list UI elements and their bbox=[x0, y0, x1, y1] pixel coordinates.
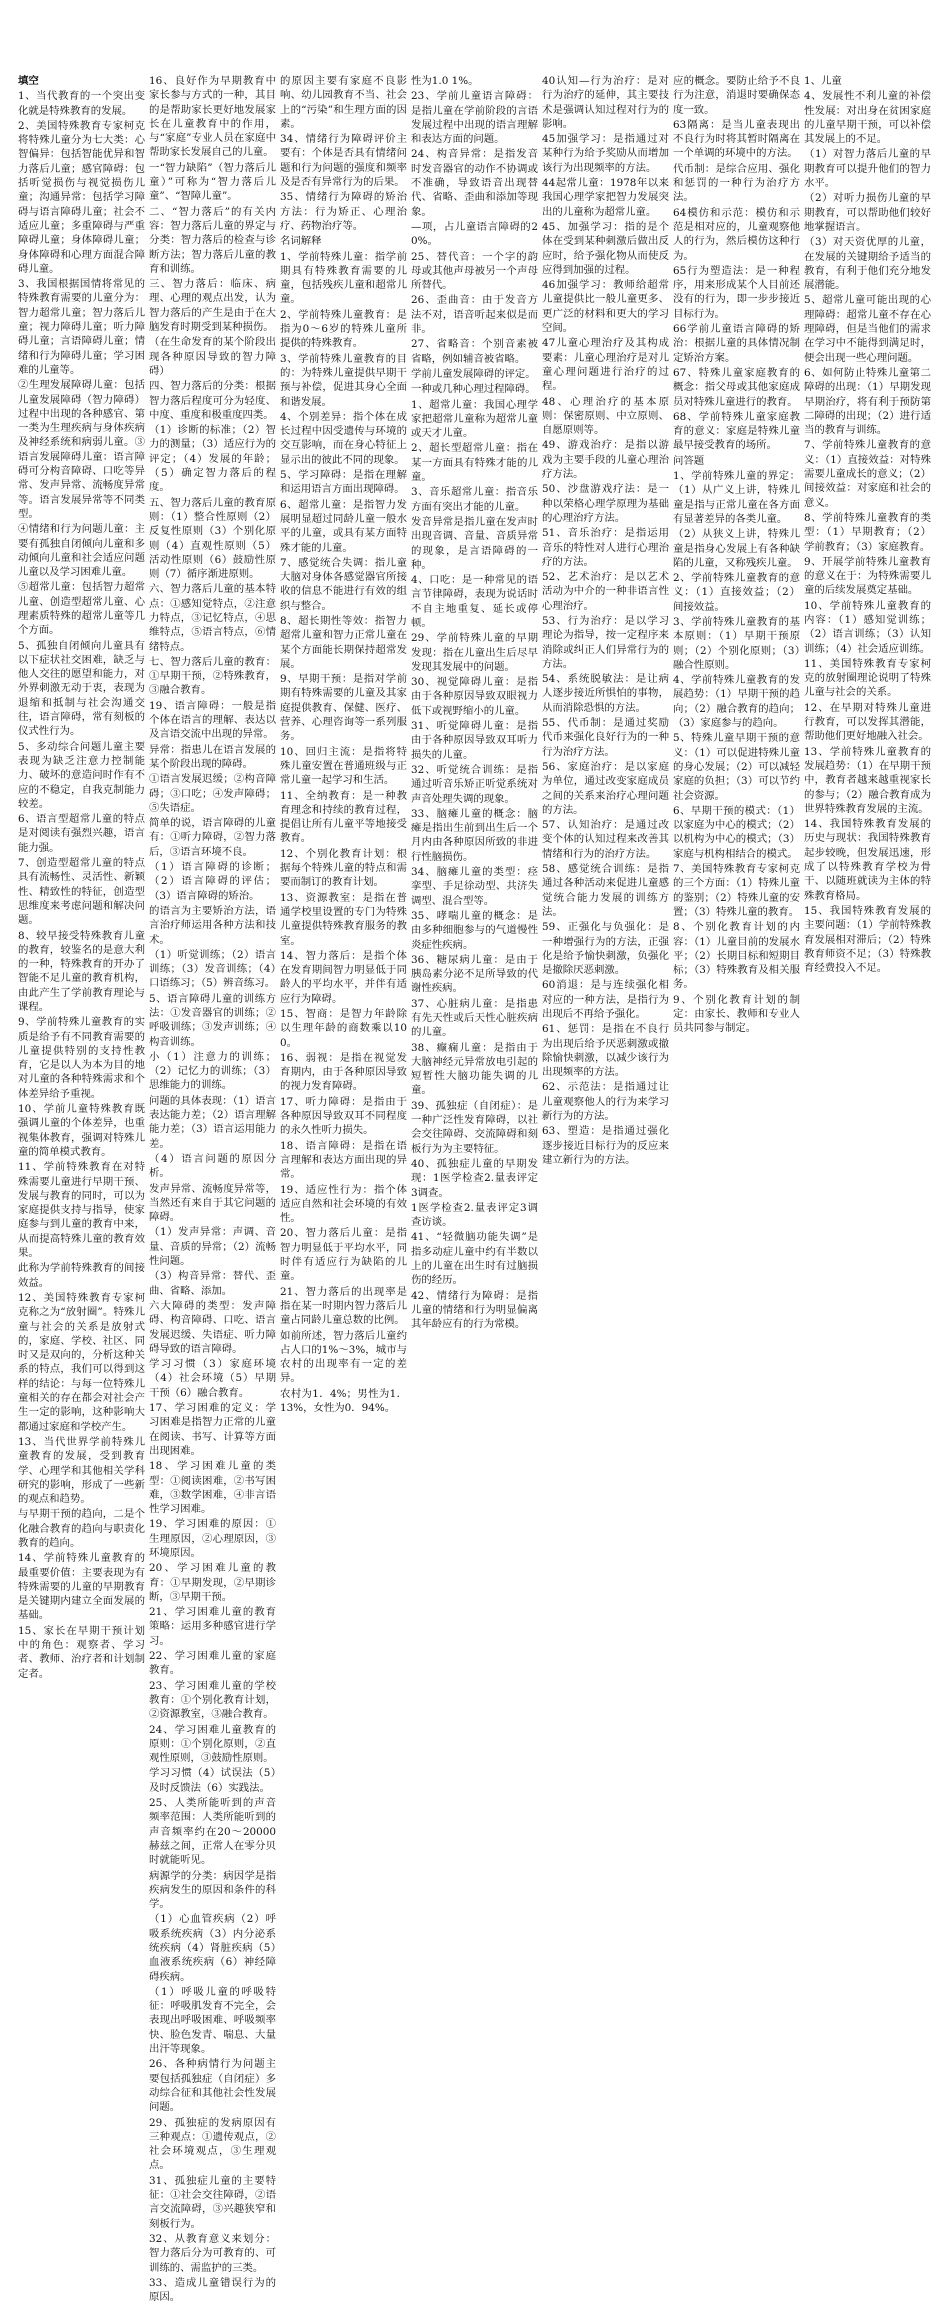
paragraph: 23、学前儿童语言障碍：是指儿童在学前阶段的言语发展过程中出现的语言理解和表达方面的问题。 bbox=[411, 90, 538, 146]
paragraph: 32、从教育意义来划分：智力落后分为可教育的、可训练的、需监护的三类。 bbox=[149, 2232, 276, 2274]
paragraph: 此称为学前特殊教育的间接效益。 bbox=[18, 1262, 145, 1289]
paragraph: 16、弱视：是指在视觉发育期内，由于各种原因导致的视力发育障碍。 bbox=[280, 1051, 407, 1093]
paragraph: 14、智力落后：是指个体在发育期间智力明显低于同龄人的平均水平，并伴有适应行为障碍。 bbox=[280, 949, 407, 1005]
paragraph: 67、特殊儿童家庭教育的概念：指父母或其他家庭成员对特殊儿童进行的教育。 bbox=[673, 366, 800, 408]
paragraph: （1）心血管疾病（2）呼吸系统疾病（3）内分泌系统疾病（4）肾脏疾病（5）血液系统疾病（6）神经障碍疾病。 bbox=[149, 1913, 276, 1983]
paragraph: 学前儿童发展障碍的评定。 bbox=[411, 367, 536, 380]
paragraph: 性为1.0 1%。 bbox=[411, 75, 479, 87]
paragraph: 9、学前特殊儿童教育的实质是给予有不同教育需要的儿童提供特别的支持性教育，它是以人为本为目的地对儿童的各种特殊需求和个体差异给予重视。 bbox=[18, 1016, 145, 1100]
paragraph: 38、癫痫儿童：是指由于大脑神经元异常放电引起的短暂性大脑功能失调的儿童。 bbox=[411, 1041, 538, 1097]
paragraph: 25、替代音：一个字的韵母或其他声母被另一个声母所替代。 bbox=[411, 250, 538, 292]
paragraph: 52、艺术治疗：是以艺术活动为中介的一种非语言性心理治疗。 bbox=[542, 571, 669, 612]
paragraph: 5、孤独自闭倾向儿童具有以下症状社交困难，缺乏与他人交往的愿望和能力，对外界刺激无动于衷，表现为退缩和抵制与社会沟通交往，语言障碍，常有刻板的仪式性行为。 bbox=[18, 639, 145, 738]
paragraph: （1）呼吸儿童的呼吸特征：呼吸肌发育不完全，会表现出呼吸困难、呼吸频率快、脸色发青、喘息、大量出汗等现象。 bbox=[149, 1985, 276, 2056]
paragraph: 25、人类所能听到的声音频率范围：人类所能听到的声音频率约在20～20000赫兹之间，正常人在零分贝时就能听见。 bbox=[149, 1797, 276, 1867]
paragraph: 7、学前特殊儿童教育的意义：（1）直接效益：对特殊需要儿童成长的意义；（2）间接效益：对家庭和社会的意义。 bbox=[804, 439, 931, 509]
paragraph: 异常：指患儿在语言发展的某个阶段出现的障碍。 bbox=[149, 743, 276, 770]
paragraph: 11、美国特殊教育专家柯克的放射圈理论说明了特殊儿童与社会的关系。 bbox=[804, 657, 931, 699]
paragraph: 4、口吃：是一种常见的语言节律障碍，表现为说话时不自主地重复、延长或停顿。 bbox=[411, 574, 538, 629]
paragraph: 4、发展性不利儿童的补偿性发展：对出身在贫困家庭的儿童早期干预，可以补偿其发展上的不足。 bbox=[804, 90, 931, 146]
paragraph: 31、听觉障碍儿童：是指由于各种原因导致双耳听力损失的儿童。 bbox=[411, 720, 538, 761]
paragraph: 18、学习困难儿童的类型：①阅读困难，②书写困难，③数学困难，④非言语性学习困难。 bbox=[149, 1460, 276, 1516]
paragraph: 3、学前特殊儿童教育的基本原则：（1）早期干预原则；（2）个别化原则；（3）融合性原则。 bbox=[673, 615, 800, 671]
text-column-1 bbox=[18, 74, 145, 1680]
paragraph: 15、家长在早期干预计划中的角色：观察者、学习者、教师、治疗者和计划制定者。 bbox=[18, 1624, 145, 1680]
paragraph: 17、学习困难的定义：学习困难是指智力正常的儿童在阅读、书写、计算等方面出现困难。 bbox=[149, 1402, 276, 1457]
paragraph: 27、省略音：个别音素被省略，例如辅音被省略。 bbox=[411, 338, 538, 365]
paragraph: 一种或几种心理过程障碍。 bbox=[411, 383, 536, 396]
paragraph: 54、系统脱敏法：是让病人逐步接近所惧怕的事物，从而消除恐惧的方法。 bbox=[542, 673, 669, 714]
paragraph: 33、造成儿童错误行为的原因。 bbox=[149, 2276, 276, 2304]
paragraph: 问答题 bbox=[673, 454, 705, 467]
paragraph: 如前所述，智力落后儿童约占人口的1%～3%，城市与农村的出现率有一定的差异。 bbox=[280, 1329, 407, 1385]
paragraph: 四、智力落后的分类：根据智力落后程度可分为轻度、中度、重度和极重度四类。 bbox=[149, 380, 276, 421]
paragraph: 二、“智力落后”的有关内容：智力落后儿童的界定与分类：智力落后的检查与诊断方法；智力落后儿童的教育和训练。 bbox=[149, 205, 276, 275]
paragraph: 53、行为治疗：是以学习理论为指导，按一定程序来消除或纠正人们异常行为的方法。 bbox=[542, 614, 669, 670]
paragraph: （在生命发育的某个阶段出现各种原因导致的智力障碍） bbox=[149, 336, 276, 377]
paragraph: 6、早期干预的模式：（1）以家庭为中心的模式；（2）以机构为中心的模式；（3）家庭与机构相结合的模式。 bbox=[673, 804, 800, 860]
paragraph: 学习习惯（4）试误法（5）及时反馈法（6）实践法。 bbox=[149, 1767, 276, 1794]
paragraph: 21、智力落后的出现率是指在某一时期内智力落后儿童占同龄儿童总数的比例。 bbox=[280, 1285, 407, 1327]
paragraph: 36、糖尿病儿童：是由于胰岛素分泌不足所导致的代谢性疾病。 bbox=[411, 953, 538, 995]
paragraph: 15、智商：是智力年龄除以生理年龄的商数乘以100。 bbox=[280, 1008, 407, 1049]
paragraph: 35、哮喘儿童的概念：是由多种细胞参与的气道慢性炎症性疾病。 bbox=[411, 909, 538, 951]
paragraph: 23、学习困难儿童的学校教育：①个别化教育计划，②资源教室，③融合教育。 bbox=[149, 1679, 276, 1721]
paragraph: 三、智力落后：临床、病理、心理的观点出发，认为智力落后的产生是由于在大脑发育时期受到某种损伤。 bbox=[149, 278, 276, 334]
paragraph: 19、学习困难的原因：①生理原因，②心理原因，③环境原因。 bbox=[149, 1518, 276, 1559]
paragraph: 17、听力障碍：是指由于各种原因导致双耳不同程度的永久性听力损失。 bbox=[280, 1095, 407, 1137]
paragraph: 4、个别差异：指个体在成长过程中因受遗传与环境的交互影响，而在身心特征上显示出的彼此不同的现象。 bbox=[280, 410, 407, 466]
paragraph: 58、感觉统合训练：是指通过各种活动来促进儿童感觉统合能力发展的训练方法。 bbox=[542, 863, 669, 918]
section-heading: 填空 bbox=[18, 75, 39, 87]
paragraph: 59、正强化与负强化：是一种增强行为的方法，正强化是给予愉快刺激，负强化是撤除厌恶刺激。 bbox=[542, 921, 669, 977]
paragraph: 9、个别化教育计划的制定：由家长、教师和专业人员共同参与制定。 bbox=[673, 993, 800, 1035]
paragraph: 6、如何防止特殊儿童第二障碍的出现：（1）早期发现早期治疗，将有利于预防第二障碍的出现；（2）进行适当的教育与训练。 bbox=[804, 366, 931, 437]
paragraph: ①语言发展迟缓；②构音障碍；③口吃；④发声障碍；⑤失语症。 bbox=[149, 773, 276, 814]
paragraph: ⑤超常儿童：包括智力超常儿童、创造型超常儿童、心理素质特殊的超常儿童等几个方面。 bbox=[18, 581, 145, 637]
paragraph: 2、美国特殊教育专家柯克将特殊儿童分为七大类：心智偏异：包括智能优异和智力落后儿童；感官障碍：包括听觉损伤与视觉损伤儿童；沟通异常：包括学习障碍与语言障碍儿童；社会不适应儿童；多重障碍与严重障碍儿童；身体障碍儿童；身体障碍和心理方面混合障碍儿童。 bbox=[18, 119, 145, 275]
paragraph: 60消退：是与连续强化相对应的一种方法，是指行为出现后不再给予强化。 bbox=[542, 979, 669, 1020]
paragraph: 1、学前特殊儿童：指学前期具有特殊教育需要的儿童，包括残疾儿童和超常儿童。 bbox=[280, 250, 407, 306]
paragraph: 41、“轻微脑功能失调”是指多动症儿童中约有半数以上的儿童在出生时有过脑损伤的经历。 bbox=[411, 1231, 538, 1287]
paragraph: 5、超常儿童可能出现的心理障碍：超常儿童不存在心理障碍，但是当他们的需求在学习中不能得到满足时，便会出现一些心理问题。 bbox=[804, 294, 931, 364]
paragraph: 8、学前特殊儿童教育的类型：（1）早期教育；（2）学前教育；（3）家庭教育。 bbox=[804, 511, 931, 553]
paragraph: 6、语言型超常儿童的特点是对阅读有强烈兴趣，语言能力强。 bbox=[18, 813, 145, 854]
paragraph: 21、学习困难儿童的教育策略：运用多种感官进行学习。 bbox=[149, 1606, 276, 1647]
paragraph: 发音异常是指儿童在发声时出现音调、音量、音质异常的现象，是言语障碍的一种。 bbox=[411, 515, 538, 571]
paragraph: （1）发声异常：声调、音量、音质的异常；（2）流畅性问题。 bbox=[149, 1226, 276, 1268]
paragraph: 13、学前特殊儿童教育的发展趋势：（1）在早期干预中，教育者越来越重视家长的参与；（2）融合教育成为世界特殊教育发展的主流。 bbox=[804, 745, 931, 815]
paragraph: 1医学检查2.量表评定3调查访谈。 bbox=[411, 1201, 538, 1229]
paragraph: 63、塑造：是指通过强化逐步接近目标行为的反应来建立新行为的方法。 bbox=[542, 1125, 669, 1166]
paragraph: 34、脑瘫儿童的类型：痉挛型、手足徐动型、共济失调型、混合型等。 bbox=[411, 866, 538, 907]
paragraph: （1）对智力落后儿童的早期教育可以提升他们的智力水平。 bbox=[804, 148, 931, 190]
paragraph: 1、当代教育的一个突出变化就是特殊教育的发展。 bbox=[18, 90, 145, 117]
paragraph: 11、全纳教育：是一种教育理念和持续的教育过程，提倡让所有儿童平等地接受教育。 bbox=[280, 789, 407, 845]
paragraph: 的原因主要有家庭不良影响、幼儿园教育不当、社会上的“污染”和生理方面的因素。 bbox=[280, 75, 407, 130]
paragraph: 64模仿和示范：模仿和示范是相对应的，儿童观察他人的行为，然后模仿这种行为。 bbox=[673, 206, 800, 262]
text-column-6 bbox=[673, 74, 800, 1302]
paragraph: 66学前儿童语言障碍的矫治：根据儿童的具体情况制定矫治方案。 bbox=[673, 323, 800, 364]
paragraph: 3、我国根据国情将常见的特殊教育需要的儿童分为：智力超常儿童；智力落后儿童；视力障碍儿童；听力障碍儿童；言语障碍儿童；情绪和行为障碍儿童；学习困难的儿童等。 bbox=[18, 278, 145, 376]
paragraph: ④情绪和行为问题儿童：主要有孤独自闭倾向儿童和多动倾向儿童和社会适应问题儿童以及学习困难儿童。 bbox=[18, 523, 145, 579]
paragraph: 5、多动综合问题儿童主要表现为缺乏注意力控制能力、破坏的意造问时作有不应的不稳定，自我克制能力较差。 bbox=[18, 740, 145, 810]
paragraph: 8、个别化教育计划的内容：（1）儿童目前的发展水平；（2）长期目标和短期目标；（3）特殊教育及相关服务。 bbox=[673, 921, 800, 991]
paragraph: 50、沙盘游戏疗法：是一种以荣格心理学原理为基础的心理治疗方法。 bbox=[542, 483, 669, 524]
paragraph: 1、儿童 bbox=[804, 75, 842, 87]
paragraph: —项，占儿童语言障碍的20%。 bbox=[411, 220, 538, 248]
paragraph: （2）对听力损伤儿童的早期教育，可以帮助他们较好地掌握语言。 bbox=[804, 192, 931, 233]
paragraph: 一“智力缺陷”（智力落后儿童）”可称为“智力落后儿童”、“智障儿童”。 bbox=[149, 161, 276, 203]
paragraph: 24、学习困难儿童教育的原则：①个别化原则，②直观性原则，③鼓励性原则。 bbox=[149, 1723, 276, 1765]
paragraph: 5、语言障碍儿童的训练方法：①发音器官的训练；②呼吸训练；③发声训练；④构音训练。 bbox=[149, 992, 276, 1048]
paragraph: 22、学习困难儿童的家庭教育。 bbox=[149, 1650, 276, 1677]
paragraph: 62、示范法：是指通过让儿童观察他人的行为来学习新行为的方法。 bbox=[542, 1081, 669, 1123]
paragraph: 42、情绪行为障碍：是指儿童的情绪和行为明显偏离其年龄应有的行为常模。 bbox=[411, 1289, 538, 1331]
paragraph: 61、惩罚：是指在不良行为出现后给予厌恶刺激或撤除愉快刺激，以减少该行为出现频率的方法。 bbox=[542, 1023, 669, 1079]
paragraph: 40认知—行为治疗：是对行为治疗的延伸，其主要技术是强调认知过程对行为的影响。 bbox=[542, 75, 669, 130]
paragraph: 32、听觉统合训练：是指通过听音乐矫正听觉系统对声音处理失调的现象。 bbox=[411, 763, 538, 805]
paragraph: 55、代币制：是通过奖励代币来强化良好行为的一种行为治疗方法。 bbox=[542, 717, 669, 758]
paragraph: 12、在早期对特殊儿童进行教育，可以发挥其潜能，帮助他们更好地融入社会。 bbox=[804, 701, 931, 743]
paragraph: 小（1）注意力的训练；（2）记忆力的训练；（3）思维能力的训练。 bbox=[149, 1050, 276, 1092]
paragraph: 7、创造型超常儿童的特点具有流畅性、灵活性、新颖性、精致性的特征，创造型思维度来考虑问题和解决问题。 bbox=[18, 857, 145, 927]
paragraph: 24、构音异常：是指发音时发音器官的动作不协调或不准确，导致语音出现替代、省略、歪曲和添加等现象。 bbox=[411, 148, 538, 218]
paragraph: 名词解释 bbox=[280, 235, 322, 248]
paragraph: 16、良好作为早期教育中家长参与方式的一种，其目的是帮助家长更好地发展家长在儿童教育中的作用，与“家庭”专业人员在家庭中帮助家长发展自己的儿童。 bbox=[149, 75, 276, 159]
paragraph: 3、音乐超常儿童：指音乐方面有突出才能的儿童。 bbox=[411, 486, 538, 513]
paragraph: 20、学习困难儿童的教育：①早期发现，②早期诊断，③早期干预。 bbox=[149, 1562, 276, 1603]
paragraph: 五、智力落后儿童的教育原则：（1）整合性原则（2）反复性原则（3）个别化原则（4）直观性原则（5）活动性原则（6）鼓励性原则（7）循序渐进原则。 bbox=[149, 496, 276, 581]
paragraph: 与早期干预的趋向，二是个化融合教育的趋向与职责化教育的趋向。 bbox=[18, 1508, 145, 1549]
text-column-5 bbox=[542, 74, 669, 1302]
paragraph: （3）构音异常：替代、歪曲、省略、添加。 bbox=[149, 1270, 276, 1297]
paragraph: 19、适应性行为：指个体适应自然和社会环境的有效性。 bbox=[280, 1183, 407, 1225]
paragraph: 七、智力落后儿童的教育：①早期干预，②特殊教育，③融合教育。 bbox=[149, 655, 276, 697]
paragraph: 发声异常、流畅度异常等，当然还有来自于其它问题的障碍。 bbox=[149, 1182, 276, 1224]
paragraph: 18、语言障碍：是指在语言理解和表达方面出现的异常。 bbox=[280, 1139, 407, 1181]
paragraph: （1）语言障碍的诊断；（2）语言障碍的评估；（3）语言障碍的矫治。 bbox=[149, 861, 276, 902]
text-column-3 bbox=[280, 74, 407, 1415]
paragraph: 2、学前特殊儿童教育：是指为0～6岁的特殊儿童所提供的特殊教育。 bbox=[280, 308, 407, 350]
paragraph: 15、我国特殊教育发展的主要问题：（1）学前特殊教育发展相对滞后；（2）特殊教育师资不足；（3）特殊教育经费投入不足。 bbox=[804, 904, 931, 975]
paragraph: 48、心理治疗的基本原则：保密原则、中立原则、自愿原则等。 bbox=[542, 395, 669, 437]
paragraph: 13、当代世界学前特殊儿童教育的发展，受到教育学、心理学和其他相关学科研究的影响，形成了一些新的观点和趋势。 bbox=[18, 1435, 145, 1506]
paragraph: 14、我国特殊教育发展的历史与现状：我国特殊教育起步较晚，但发展迅速，形成了以特殊教育学校为骨干、以随班就读为主体的特殊教育格局。 bbox=[804, 818, 931, 902]
paragraph: 7、美国特殊教育专家柯克的三个方面：（1）特殊儿童的鉴别；（2）特殊儿童的安置；（3）特殊儿童的教育。 bbox=[673, 863, 800, 918]
paragraph: 65行为塑造法：是一种程序，用来形成某个人目前还没有的行为，即一步步接近目标行为。 bbox=[673, 264, 800, 320]
paragraph: 问题的具体表现：（1）语言表达能力差；（2）语言理解能力差；（3）语言运用能力差。 bbox=[149, 1094, 276, 1150]
paragraph: 1、学前特殊儿童的界定：（1）从广义上讲，特殊儿童是指与正常儿童在各方面有显著差异的各类儿童。 bbox=[673, 470, 800, 525]
paragraph: 10、回归主流：是指将特殊儿童安置在普通班级与正常儿童一起学习和生活。 bbox=[280, 745, 407, 787]
paragraph: 19、语言障碍：一般是指个体在语言的理解、表达以及言语交流中出现的异常。 bbox=[149, 699, 276, 741]
paragraph: 5、特殊儿童早期干预的意义：（1）可以促进特殊儿童的身心发展；（2）可以减轻家庭的负担；（3）可以节约社会资源。 bbox=[673, 732, 800, 802]
paragraph: 20、智力落后儿童：是指智力明显低于平均水平，同时伴有适应行为缺陷的儿童。 bbox=[280, 1227, 407, 1283]
paragraph: （3）对天资优厚的儿童，在发展的关键期给予适当的教育，有利于他们充分地发展潜能。 bbox=[804, 236, 931, 292]
paragraph: 12、美国特殊教育专家柯克称之为“放射圈”。特殊儿童与社会的关系是放射式的，家庭、学校、社区、同时又是双向的，分析这种关系的特点，我们可以得到这样的结论：与每一位特殊儿童相关的存在都会对社会产生一定的影响，这种影响大都通过家庭和学校产生。 bbox=[18, 1291, 145, 1433]
paragraph: 49、游戏治疗：是指以游戏为主要手段的儿童心理治疗方法。 bbox=[542, 439, 669, 481]
paragraph: 31、孤独症儿童的主要特征：①社会交往障碍，②语言交流障碍，③兴趣狭窄和刻板行为。 bbox=[149, 2174, 276, 2230]
paragraph: 应的概念。要防止给予不良行为注意，消退时要确保态度一致。 bbox=[673, 75, 800, 116]
paragraph: 29、孤独症的发病原因有三种观点：①遗传观点，②社会环境观点，③生理观点。 bbox=[149, 2116, 276, 2172]
paragraph: 六、智力落后儿童的基本特点：①感知觉特点，②注意力特点，③记忆特点，④思维特点，⑤语言特点，⑥情绪特点。 bbox=[149, 583, 276, 653]
paragraph: 学习习惯（3）家庭环境（4）社会环境（5）早期干预（6）融合教育。 bbox=[149, 1358, 276, 1399]
paragraph: 2、学前特殊儿童教育的意义：（1）直接效益；（2）间接效益。 bbox=[673, 572, 800, 613]
paragraph: 病源学的分类：病因学是指疾病发生的原因和条件的科学。 bbox=[149, 1869, 276, 1911]
paragraph: 39、孤独症（自闭症）：是一种广泛性发育障碍，以社会交往障碍、交流障碍和刻板行为为主要特征。 bbox=[411, 1099, 538, 1155]
paragraph: 9、开展学前特殊儿童教育的意义在于：为特殊需要儿童的后续发展奠定基础。 bbox=[804, 555, 931, 597]
paragraph: 63隔离：是当儿童表现出不良行为时将其暂时隔离在一个单调的环境中的方法。 bbox=[673, 118, 800, 160]
paragraph: （4）语言问题的原因分析。 bbox=[149, 1152, 276, 1180]
paragraph: 12、个别化教育计划：根据每个特殊儿童的特点和需要而制订的教育计划。 bbox=[280, 847, 407, 889]
paragraph: 六大障碍的类型：发声障碍、构音障碍、口吃、语言发展迟缓、失语症、听力障碍导致的语言障碍。 bbox=[149, 1299, 276, 1355]
paragraph: 14、学前特殊儿童教育的最重要价值：主要表现为有特殊需要的儿童的早期教育是关键期内建立全面发展的基础。 bbox=[18, 1552, 145, 1622]
paragraph: 47儿童心理治疗及其构成要素：儿童心理治疗是对儿童心理问题进行治疗的过程。 bbox=[542, 337, 669, 393]
paragraph: 代币制：是综合应用、强化和惩罚的一种行为治疗方法。 bbox=[673, 162, 800, 204]
paragraph: 8、超长期性等效：指智力超常儿童和智力正常儿童在某个方面能长期保持超常发展。 bbox=[280, 614, 407, 670]
paragraph: 33、脑瘫儿童的概念：脑瘫是指出生前到出生后一个月内由各种原因所致的非进行性脑损伤。 bbox=[411, 807, 538, 863]
paragraph: 45加强学习：是指通过对某种行为给予奖励从而增加该行为出现频率的方法。 bbox=[542, 133, 669, 174]
paragraph: ②生理发展障碍儿童：包括儿童发展障碍（智力障碍）过程中出现的各种感官、第一类为生理疾病与身体疾病及神经系统和病弱儿童。③语言发展障碍儿童：语言障碍可分构音障碍、口吃等异常、发声异常、流畅度异常等。语言发展异常等不同类型。 bbox=[18, 379, 145, 520]
paragraph: 26、各种病情行为问题主要包括孤独症（自闭症）多动综合征和其他社会性发展问题。 bbox=[149, 2058, 276, 2114]
paragraph: 农村为1．4%；男性为1．13%，女性为0．94%。 bbox=[280, 1387, 407, 1415]
paragraph: 2、超长型超常儿童：指在某一方面具有特殊才能的儿童。 bbox=[411, 442, 538, 484]
paragraph: 6、超常儿童：是指智力发展明显超过同龄儿童一般水平的儿童，或具有某方面特殊才能的儿童。 bbox=[280, 498, 407, 554]
paragraph: 45、加强学习：指的是个体在受到某种刺激后做出反应时，给予强化物从而使反应得到加强的过程。 bbox=[542, 220, 669, 276]
paragraph: 44起常儿童：1978年以来我国心理学家把智力发展突出的儿童称为超常儿童。 bbox=[542, 177, 669, 218]
paragraph: 10、学前特殊儿童教育的内容：（1）感知觉训练；（2）语言训练；（3）认知训练；（4）社会适应训练。 bbox=[804, 599, 931, 655]
paragraph: 1、超常儿童：我国心理学家把超常儿童称为超常儿童或天才儿童。 bbox=[411, 398, 538, 440]
paragraph: 56、家庭治疗：是以家庭为单位，通过改变家庭成员之间的关系来治疗心理问题的方法。 bbox=[542, 760, 669, 816]
text-column-2 bbox=[149, 74, 276, 2304]
paragraph: 13、资源教室：是指在普通学校里设置的专门为特殊儿童提供特殊教育服务的教室。 bbox=[280, 891, 407, 947]
paragraph: 9、早期干预：是指对学前期有特殊需要的儿童及其家庭提供教育、保健、医疗、营养、心理咨询等一系列服务。 bbox=[280, 673, 407, 743]
paragraph: （1）听觉训练；（2）语言训练；（3）发音训练；（4）口语练习；（5）辨音练习。 bbox=[149, 948, 276, 990]
paragraph: 40、孤独症儿童的早期发现：1医学检查2.量表评定3调查。 bbox=[411, 1157, 538, 1199]
paragraph: 26、歪曲音：由于发音方法不对，语音听起来似是而非。 bbox=[411, 294, 538, 336]
paragraph: 5、学习障碍：是指在理解和运用语言方面出现障碍。 bbox=[280, 469, 407, 496]
paragraph: 34、情绪行为障碍评价主要有：个体是否具有情绪问题和行为问题的强度和频率及是否有异常行为的后果。 bbox=[280, 133, 407, 189]
paragraph: 3、学前特殊儿童教育的目的：为特殊儿童提供早期干预与补偿，促进其身心全面和谐发展。 bbox=[280, 352, 407, 408]
paragraph: 35、情绪行为障碍的矫治方法：行为矫正、心理治疗、药物治疗等。 bbox=[280, 191, 407, 232]
paragraph: 37、心脏病儿童：是指患有先天性或后天性心脏疾病的儿童。 bbox=[411, 997, 538, 1039]
paragraph: 57、认知治疗：是通过改变个体的认知过程来改善其情绪和行为的治疗方法。 bbox=[542, 819, 669, 860]
paragraph: 30、视觉障碍儿童：是指由于各种原因导致双眼视力低下或视野缩小的儿童。 bbox=[411, 676, 538, 717]
paragraph: 46加强学习：教师给超常儿童提供比一般儿童更多、更广泛的材料和更大的学习空间。 bbox=[542, 279, 669, 335]
text-column-7 bbox=[804, 74, 931, 1302]
paragraph: 4、学前特殊儿童教育的发展趋势：（1）早期干预的趋向；（2）融合教育的趋向；（3）家庭参与的趋向。 bbox=[673, 674, 800, 730]
text-column-4 bbox=[411, 74, 538, 1331]
paragraph: 11、学前特殊教育在对特殊需要儿童进行早期干预、发展与教育的同时，可以为家庭提供支持与指导，使家庭参与到儿童的教育中来，从而提高特殊儿童的教育效果。 bbox=[18, 1161, 145, 1260]
paragraph: 7、感觉统合失调：指儿童大脑对身体各感觉器官所接收的信息不能进行有效的组织与整合。 bbox=[280, 556, 407, 612]
paragraph: 68、学前特殊儿童家庭教育的意义：家庭是特殊儿童最早接受教育的场所。 bbox=[673, 410, 800, 452]
paragraph: 的语言为主要矫治方法，语言治疗师运用各种方法和技术。 bbox=[149, 904, 276, 946]
paragraph: 8、较早接受特殊教育儿童的教育，较鉴名的是意大利的一种，特殊教育的开办了智能不足儿童的教育机构，由此产生了学前教育理论与课程。 bbox=[18, 929, 145, 1013]
paragraph: （2）从狭义上讲，特殊儿童是指身心发展上有各种缺陷的儿童，又称残疾儿童。 bbox=[673, 528, 800, 569]
paragraph: 简单的说，语言障碍的儿童有：①听力障碍，②智力落后，③语言环境不良。 bbox=[149, 817, 276, 858]
paragraph: 29、学前特殊儿童的早期发现：指在儿童出生后尽早发现其发展中的问题。 bbox=[411, 632, 538, 673]
paragraph: 51、音乐治疗：是指运用音乐的特性对人进行心理治疗的方法。 bbox=[542, 527, 669, 568]
paragraph: （1）诊断的标准；（2）智力的测量；（3）适应行为的评定；（4）发展的年龄；（5）确定智力落后的程度。 bbox=[149, 424, 276, 494]
paragraph: 10、学前儿童特殊教育既强调儿童的个体差异，也重视集体教育，强调对特殊儿童的简单模式教育。 bbox=[18, 1103, 145, 1158]
